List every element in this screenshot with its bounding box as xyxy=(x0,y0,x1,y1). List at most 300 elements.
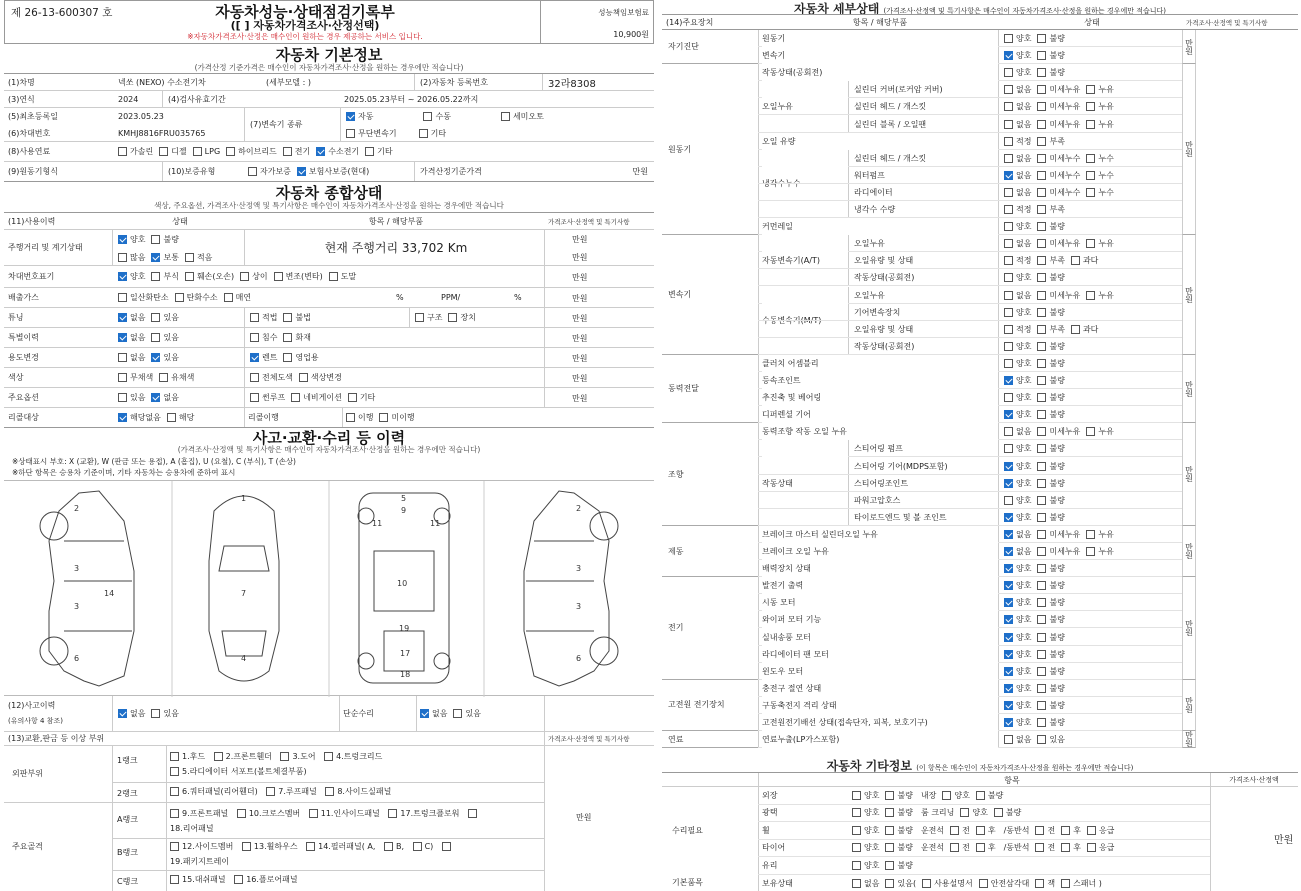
status-option: 불량 xyxy=(1049,632,1065,642)
status-checkbox[interactable] xyxy=(1037,650,1046,659)
radiator-support-checkbox[interactable] xyxy=(170,767,179,776)
status-checkbox[interactable] xyxy=(1004,188,1013,197)
status-option: 양호 xyxy=(1016,495,1032,505)
status-checkbox[interactable] xyxy=(1037,273,1046,282)
etc-checkbox[interactable] xyxy=(1061,843,1070,852)
recall-yes-checkbox[interactable] xyxy=(167,413,176,422)
detail-item-label: 라디에이터 xyxy=(854,187,893,197)
status-checkbox[interactable] xyxy=(1037,188,1046,197)
etc-checkbox[interactable] xyxy=(885,808,894,817)
status-checkbox[interactable] xyxy=(1037,718,1046,727)
trunk-lid-checkbox[interactable] xyxy=(324,752,333,761)
side-sill-checkbox[interactable] xyxy=(325,787,334,796)
status-checkbox[interactable] xyxy=(1037,342,1046,351)
status-checkbox[interactable] xyxy=(1004,256,1013,265)
status-checkbox[interactable] xyxy=(1004,496,1013,505)
status-option: 미세누수 xyxy=(1049,153,1081,163)
status-checkbox[interactable] xyxy=(1004,513,1013,522)
status-checkbox[interactable] xyxy=(1037,410,1046,419)
exchange-price: 만원 xyxy=(576,813,592,822)
mileage-normal-checkbox[interactable] xyxy=(151,253,160,262)
status-option: 부족 xyxy=(1049,256,1065,266)
detail-price-unit: 만원 xyxy=(1182,30,1196,64)
etc-checkbox[interactable] xyxy=(950,826,959,835)
etc-checkbox[interactable] xyxy=(1035,843,1044,852)
status-checkbox[interactable] xyxy=(1037,51,1046,60)
etc-text: 외장 xyxy=(762,790,778,800)
gauge-bad-checkbox[interactable] xyxy=(151,235,160,244)
status-checkbox[interactable] xyxy=(1004,581,1013,590)
flood-checkbox[interactable] xyxy=(250,333,259,342)
status-checkbox[interactable] xyxy=(1004,633,1013,642)
vin-mark-opts xyxy=(112,266,542,287)
co-checkbox[interactable] xyxy=(118,293,127,302)
status-checkbox[interactable] xyxy=(1086,291,1095,300)
etc-checkbox[interactable] xyxy=(885,791,894,800)
status-checkbox[interactable] xyxy=(1037,615,1046,624)
status-checkbox[interactable] xyxy=(1004,273,1013,282)
status-checkbox[interactable] xyxy=(1037,547,1046,556)
rent-checkbox[interactable] xyxy=(250,353,259,362)
etc-checkbox[interactable] xyxy=(994,808,1003,817)
status-checkbox[interactable] xyxy=(1004,667,1013,676)
etc-checkbox[interactable] xyxy=(852,843,861,852)
detail-item-label: 실린더 헤드 / 개스킷 xyxy=(854,102,927,112)
status-checkbox[interactable] xyxy=(1037,291,1046,300)
hc: 탄화수소 xyxy=(186,293,218,302)
detail-item-label: 워터펌프 xyxy=(854,170,885,180)
etc-row xyxy=(758,857,1210,875)
status-checkbox[interactable] xyxy=(1037,102,1046,111)
status-checkbox[interactable] xyxy=(1037,530,1046,539)
status-option: 미세누유 xyxy=(1049,85,1081,95)
status-option: 양호 xyxy=(1016,34,1032,44)
status-checkbox[interactable] xyxy=(1086,188,1095,197)
full-paint-checkbox[interactable] xyxy=(250,373,259,382)
detail-sub-label: 발전기 출력 xyxy=(762,577,998,594)
exchange-table xyxy=(4,746,654,891)
status-checkbox[interactable] xyxy=(1004,154,1013,163)
status-checkbox[interactable] xyxy=(1086,120,1095,129)
status-checkbox[interactable] xyxy=(1037,376,1046,385)
emission-unit-3: % xyxy=(514,293,522,302)
status-checkbox[interactable] xyxy=(1037,222,1046,231)
flood: 침수 xyxy=(262,333,278,342)
status-option: 양호 xyxy=(1016,581,1032,591)
status-checkbox[interactable] xyxy=(1037,256,1046,265)
status-checkbox[interactable] xyxy=(1004,342,1013,351)
hc-checkbox[interactable] xyxy=(175,293,184,302)
mileage-high-checkbox[interactable] xyxy=(118,253,127,262)
mileage-gauge-opts xyxy=(112,230,244,248)
status-checkbox[interactable] xyxy=(1037,479,1046,488)
status-checkbox[interactable] xyxy=(1086,547,1095,556)
status-checkbox[interactable] xyxy=(1037,496,1046,505)
wheel-house-checkbox[interactable] xyxy=(242,842,251,851)
status-checkbox[interactable] xyxy=(1037,68,1046,77)
vin-differ: 상이 xyxy=(252,272,268,281)
status-checkbox[interactable] xyxy=(1004,530,1013,539)
status-option: 미세누유 xyxy=(1049,427,1081,437)
status-checkbox[interactable] xyxy=(1037,462,1046,471)
detail-status xyxy=(998,423,1182,440)
status-option: 불량 xyxy=(1049,512,1065,522)
recall-done-checkbox[interactable] xyxy=(346,413,355,422)
status-checkbox[interactable] xyxy=(1004,735,1013,744)
vin-damage-checkbox[interactable] xyxy=(185,272,194,281)
floor-panel-checkbox[interactable] xyxy=(234,875,243,884)
vin-corrosion-checkbox[interactable] xyxy=(151,272,160,281)
status-option: 양호 xyxy=(1016,598,1032,608)
status-checkbox[interactable] xyxy=(1037,667,1046,676)
status-option: 불량 xyxy=(1049,68,1065,78)
usage-none-checkbox[interactable] xyxy=(118,353,127,362)
mileage-normal: 보통 xyxy=(163,252,179,262)
status-checkbox[interactable] xyxy=(1037,34,1046,43)
status-option: 부족 xyxy=(1049,205,1065,215)
etc-basic-checkbox[interactable] xyxy=(885,879,894,888)
etc-checkbox[interactable] xyxy=(942,791,951,800)
status-checkbox[interactable] xyxy=(1004,427,1013,436)
status-checkbox[interactable] xyxy=(1037,308,1046,317)
status-checkbox[interactable] xyxy=(1004,239,1013,248)
front-fender-checkbox[interactable] xyxy=(214,752,223,761)
status-checkbox[interactable] xyxy=(1004,359,1013,368)
row-usage xyxy=(4,348,654,368)
sunroof-checkbox[interactable] xyxy=(250,393,259,402)
detail-status xyxy=(998,98,1182,115)
etc-title: 자동차 기타정보 xyxy=(826,759,912,773)
status-checkbox[interactable] xyxy=(1004,291,1013,300)
tuning-illegal-checkbox[interactable] xyxy=(283,313,292,322)
trans-cvt-checkbox[interactable] xyxy=(346,129,355,138)
cross-member-checkbox[interactable] xyxy=(237,809,246,818)
vin-corrosion: 부식 xyxy=(163,272,179,281)
detail-price-unit: 만원 xyxy=(1182,577,1196,680)
warranty-self-checkbox[interactable] xyxy=(248,167,257,176)
detail-price-unit: 만원 xyxy=(1182,680,1196,731)
status-checkbox[interactable] xyxy=(1037,393,1046,402)
dash-panel-checkbox[interactable] xyxy=(170,875,179,884)
fuel-diesel-checkbox[interactable] xyxy=(159,147,168,156)
fuel-hybrid: 하이브리드 xyxy=(238,147,277,156)
svg-text:11: 11 xyxy=(430,519,441,528)
detail-header xyxy=(662,14,1298,30)
side-member-checkbox[interactable] xyxy=(170,842,179,851)
status-checkbox[interactable] xyxy=(1004,85,1013,94)
vin-painted-checkbox[interactable] xyxy=(329,272,338,281)
status-checkbox[interactable] xyxy=(1086,171,1095,180)
status-option: 없음 xyxy=(1016,547,1032,557)
trans-auto-checkbox[interactable] xyxy=(346,112,355,121)
status-option: 없음 xyxy=(1016,170,1032,180)
special-price: 만원 xyxy=(572,334,588,343)
status-checkbox[interactable] xyxy=(1037,154,1046,163)
detail-price-unit: 만원 xyxy=(1182,423,1196,526)
warranty-insurer-checkbox[interactable] xyxy=(297,167,306,176)
fuel-gasoline-checkbox[interactable] xyxy=(118,147,127,156)
fuel-label: (8)사용연료 xyxy=(8,147,51,156)
achromatic-checkbox[interactable] xyxy=(118,373,127,382)
status-option: 양호 xyxy=(1016,666,1032,676)
etc-checkbox[interactable] xyxy=(852,791,861,800)
roof-panel-checkbox[interactable] xyxy=(266,787,275,796)
trunk-lid: 4.트렁크리드 xyxy=(336,752,383,761)
status-checkbox[interactable] xyxy=(1004,615,1013,624)
fuel-hybrid-checkbox[interactable] xyxy=(226,147,235,156)
etc-checkbox[interactable] xyxy=(1087,843,1096,852)
etc-checkbox[interactable] xyxy=(1061,826,1070,835)
status-option: 누유 xyxy=(1098,427,1114,437)
status-checkbox[interactable] xyxy=(1037,444,1046,453)
tuning-device-checkbox[interactable] xyxy=(448,313,457,322)
status-checkbox[interactable] xyxy=(1086,102,1095,111)
tuning-struct-checkbox[interactable] xyxy=(415,313,424,322)
fuel-electric-checkbox[interactable] xyxy=(283,147,292,156)
status-checkbox[interactable] xyxy=(1004,51,1013,60)
etc-row xyxy=(758,822,1210,840)
status-checkbox[interactable] xyxy=(1037,325,1046,334)
color-change-checkbox[interactable] xyxy=(299,373,308,382)
rear-panel-checkbox[interactable] xyxy=(468,809,477,818)
etc-checkbox[interactable] xyxy=(852,826,861,835)
status-checkbox[interactable] xyxy=(1037,171,1046,180)
status-checkbox[interactable] xyxy=(1086,239,1095,248)
trunk-floor-checkbox[interactable] xyxy=(388,809,397,818)
trans-semi-checkbox[interactable] xyxy=(501,112,510,121)
status-checkbox[interactable] xyxy=(1004,701,1013,710)
svg-text:6: 6 xyxy=(576,654,582,663)
etc-checkbox[interactable] xyxy=(852,808,861,817)
etc-basic-checkbox[interactable] xyxy=(979,879,988,888)
detail-price-unit: 만원 xyxy=(1182,355,1196,423)
tuning-none-checkbox[interactable] xyxy=(118,313,127,322)
status-checkbox[interactable] xyxy=(1037,633,1046,642)
status-checkbox[interactable] xyxy=(1037,513,1046,522)
header-box xyxy=(4,0,654,44)
hood-checkbox[interactable] xyxy=(170,752,179,761)
detail-status xyxy=(998,475,1182,492)
status-checkbox[interactable] xyxy=(1004,222,1013,231)
etc-checkbox[interactable] xyxy=(1035,826,1044,835)
front-panel-checkbox[interactable] xyxy=(170,809,179,818)
usage-yes-checkbox[interactable] xyxy=(151,353,160,362)
mileage-high: 많음 xyxy=(130,252,146,262)
etc-basic-checkbox[interactable] xyxy=(1035,879,1044,888)
status-checkbox[interactable] xyxy=(1037,85,1046,94)
status-checkbox[interactable] xyxy=(1004,376,1013,385)
navigation-checkbox[interactable] xyxy=(291,393,300,402)
status-checkbox[interactable] xyxy=(1037,205,1046,214)
etc-basic-checkbox[interactable] xyxy=(1061,879,1070,888)
mileage-price-2: 만원 xyxy=(572,253,588,262)
svg-text:17: 17 xyxy=(400,649,411,658)
detail-group-label: 조향 xyxy=(662,423,758,526)
detail-price-unit: 만원 xyxy=(1182,731,1196,748)
rankB-items xyxy=(164,839,544,869)
status-checkbox[interactable] xyxy=(1004,479,1013,488)
etc-checkbox[interactable] xyxy=(1087,826,1096,835)
detail-item-label: 스티어링 기어(MDPS포함) xyxy=(854,461,948,471)
status-checkbox[interactable] xyxy=(1037,359,1046,368)
detail-item-label: 기어변속장치 xyxy=(854,307,901,317)
status-checkbox[interactable] xyxy=(1004,393,1013,402)
etc-note: (이 항목은 매수인이 자동차가격조사·산정을 원하는 경우에만 적습니다) xyxy=(916,764,1134,772)
etc-basic-checkbox[interactable] xyxy=(922,879,931,888)
vin-altered-checkbox[interactable] xyxy=(274,272,283,281)
status-checkbox[interactable] xyxy=(1071,256,1080,265)
options-yes-checkbox[interactable] xyxy=(118,393,127,402)
basic-info-note: (가격산정 기준가격은 매수인이 자동차가격조사·산정을 원하는 경우에만 적습니다) xyxy=(194,63,464,72)
quarter-panel: 6.쿼터패널(리어휀더) xyxy=(182,787,258,796)
etc-checkbox[interactable] xyxy=(976,843,985,852)
status-checkbox[interactable] xyxy=(1004,34,1013,43)
status-checkbox[interactable] xyxy=(1004,564,1013,573)
status-option: 미세누수 xyxy=(1049,187,1081,197)
vin-differ-checkbox[interactable] xyxy=(240,272,249,281)
etc-text: 후 xyxy=(1073,825,1081,835)
status-option: 부족 xyxy=(1049,136,1065,146)
status-checkbox[interactable] xyxy=(1037,137,1046,146)
detail-sub-label: 디퍼렌셜 기어 xyxy=(762,406,998,423)
status-checkbox[interactable] xyxy=(1037,684,1046,693)
status-checkbox[interactable] xyxy=(1037,427,1046,436)
tuning-label: 튜닝 xyxy=(8,313,24,322)
special-none-checkbox[interactable] xyxy=(118,333,127,342)
fuel-hydrogen-checkbox[interactable] xyxy=(316,147,325,156)
accident-history-label: (12)사고이력 xyxy=(8,700,56,710)
accident-yes-checkbox[interactable] xyxy=(151,709,160,718)
status-checkbox[interactable] xyxy=(1004,650,1013,659)
inside-panel-checkbox[interactable] xyxy=(309,809,318,818)
tuning-yes-checkbox[interactable] xyxy=(151,313,160,322)
vin-good-checkbox[interactable] xyxy=(118,272,127,281)
status-checkbox[interactable] xyxy=(1004,102,1013,111)
pillar-b-checkbox[interactable] xyxy=(384,842,393,851)
status-option: 불량 xyxy=(1049,376,1065,386)
simple-yes-checkbox[interactable] xyxy=(453,709,462,718)
trans-etc-checkbox[interactable] xyxy=(419,129,428,138)
exchange-price-col: 가격조사·산정액 및 특기사항 xyxy=(548,735,630,743)
status-checkbox[interactable] xyxy=(1004,120,1013,129)
status-checkbox[interactable] xyxy=(1004,718,1013,727)
status-checkbox[interactable] xyxy=(1004,547,1013,556)
mileage-low-checkbox[interactable] xyxy=(185,253,194,262)
etc-checkbox[interactable] xyxy=(885,861,894,870)
status-checkbox[interactable] xyxy=(1004,325,1013,334)
business: 영업용 xyxy=(295,353,319,362)
etc-checkbox[interactable] xyxy=(976,791,985,800)
status-checkbox[interactable] xyxy=(1037,735,1046,744)
status-checkbox[interactable] xyxy=(1004,410,1013,419)
fire-checkbox[interactable] xyxy=(283,333,292,342)
rank2-items xyxy=(164,786,544,797)
etc-text: 운전석 xyxy=(920,843,945,853)
etc-text: 불량 xyxy=(897,825,913,835)
status-option: 미세누유 xyxy=(1049,239,1081,249)
status-checkbox[interactable] xyxy=(1004,171,1013,180)
etc-text: 광택 xyxy=(762,808,778,818)
trans-manual-checkbox[interactable] xyxy=(423,112,432,121)
package-tray-checkbox[interactable] xyxy=(442,842,451,851)
status-checkbox[interactable] xyxy=(1086,85,1095,94)
etc-checkbox[interactable] xyxy=(885,826,894,835)
status-checkbox[interactable] xyxy=(1086,530,1095,539)
status-checkbox[interactable] xyxy=(1004,137,1013,146)
fuel-etc-checkbox[interactable] xyxy=(365,147,374,156)
status-checkbox[interactable] xyxy=(1071,325,1080,334)
etc-checkbox[interactable] xyxy=(976,826,985,835)
status-checkbox[interactable] xyxy=(1037,120,1046,129)
recall-none-checkbox[interactable] xyxy=(118,413,127,422)
status-checkbox[interactable] xyxy=(1004,462,1013,471)
status-checkbox[interactable] xyxy=(1037,598,1046,607)
options-etc-checkbox[interactable] xyxy=(348,393,357,402)
usage-price: 만원 xyxy=(572,354,588,363)
status-checkbox[interactable] xyxy=(1037,239,1046,248)
trunk-floor: 17.트렁크플로워 xyxy=(400,809,460,818)
status-checkbox[interactable] xyxy=(1086,427,1095,436)
doc-title: 자동차성능·상태점검기록부 xyxy=(215,3,395,21)
etc-checkbox[interactable] xyxy=(950,843,959,852)
etc-checkbox[interactable] xyxy=(852,861,861,870)
status-checkbox[interactable] xyxy=(1037,564,1046,573)
fuel-lpg-checkbox[interactable] xyxy=(193,147,202,156)
pillar-panel-checkbox[interactable] xyxy=(306,842,315,851)
etc-text: 후 xyxy=(987,825,996,835)
simple-none-checkbox[interactable] xyxy=(420,709,429,718)
business-checkbox[interactable] xyxy=(283,353,292,362)
chromatic-checkbox[interactable] xyxy=(159,373,168,382)
gauge-good-checkbox[interactable] xyxy=(118,235,127,244)
etc-basic-checkbox[interactable] xyxy=(852,879,861,888)
status-checkbox[interactable] xyxy=(1004,598,1013,607)
special-yes-checkbox[interactable] xyxy=(151,333,160,342)
recall-notdone-checkbox[interactable] xyxy=(379,413,388,422)
status-checkbox[interactable] xyxy=(1037,581,1046,590)
smoke-checkbox[interactable] xyxy=(224,293,233,302)
etc-checkbox[interactable] xyxy=(885,843,894,852)
status-checkbox[interactable] xyxy=(1037,701,1046,710)
detail-status xyxy=(998,594,1182,611)
etc-checkbox[interactable] xyxy=(960,808,969,817)
status-checkbox[interactable] xyxy=(1004,308,1013,317)
detail-status xyxy=(998,150,1182,167)
status-checkbox[interactable] xyxy=(1004,444,1013,453)
status-checkbox[interactable] xyxy=(1086,154,1095,163)
warranty-label: (10)보증유형 xyxy=(168,167,216,176)
etc-text: 전 xyxy=(1047,825,1056,835)
status-option: 누유 xyxy=(1098,239,1114,249)
package-tray: 19.패키지트레이 xyxy=(170,857,230,866)
status-checkbox[interactable] xyxy=(1004,205,1013,214)
accident-none-checkbox[interactable] xyxy=(118,709,127,718)
price-label: 가격산정기준가격 xyxy=(420,167,482,176)
co: 일산화탄소 xyxy=(130,293,169,302)
detail-price-unit: 만원 xyxy=(1182,64,1196,235)
etc-text: 불량 xyxy=(1005,808,1022,818)
tuning-legal-checkbox[interactable] xyxy=(250,313,259,322)
detail-status xyxy=(998,697,1182,714)
door-checkbox[interactable] xyxy=(280,752,289,761)
etc-text: 불량 xyxy=(987,790,1004,800)
etc-text: /동반석 xyxy=(1003,843,1030,853)
status-checkbox[interactable] xyxy=(1004,68,1013,77)
options-none-checkbox[interactable] xyxy=(151,393,160,402)
pillar-c-checkbox[interactable] xyxy=(413,842,422,851)
status-checkbox[interactable] xyxy=(1004,684,1013,693)
quarter-panel-checkbox[interactable] xyxy=(170,787,179,796)
